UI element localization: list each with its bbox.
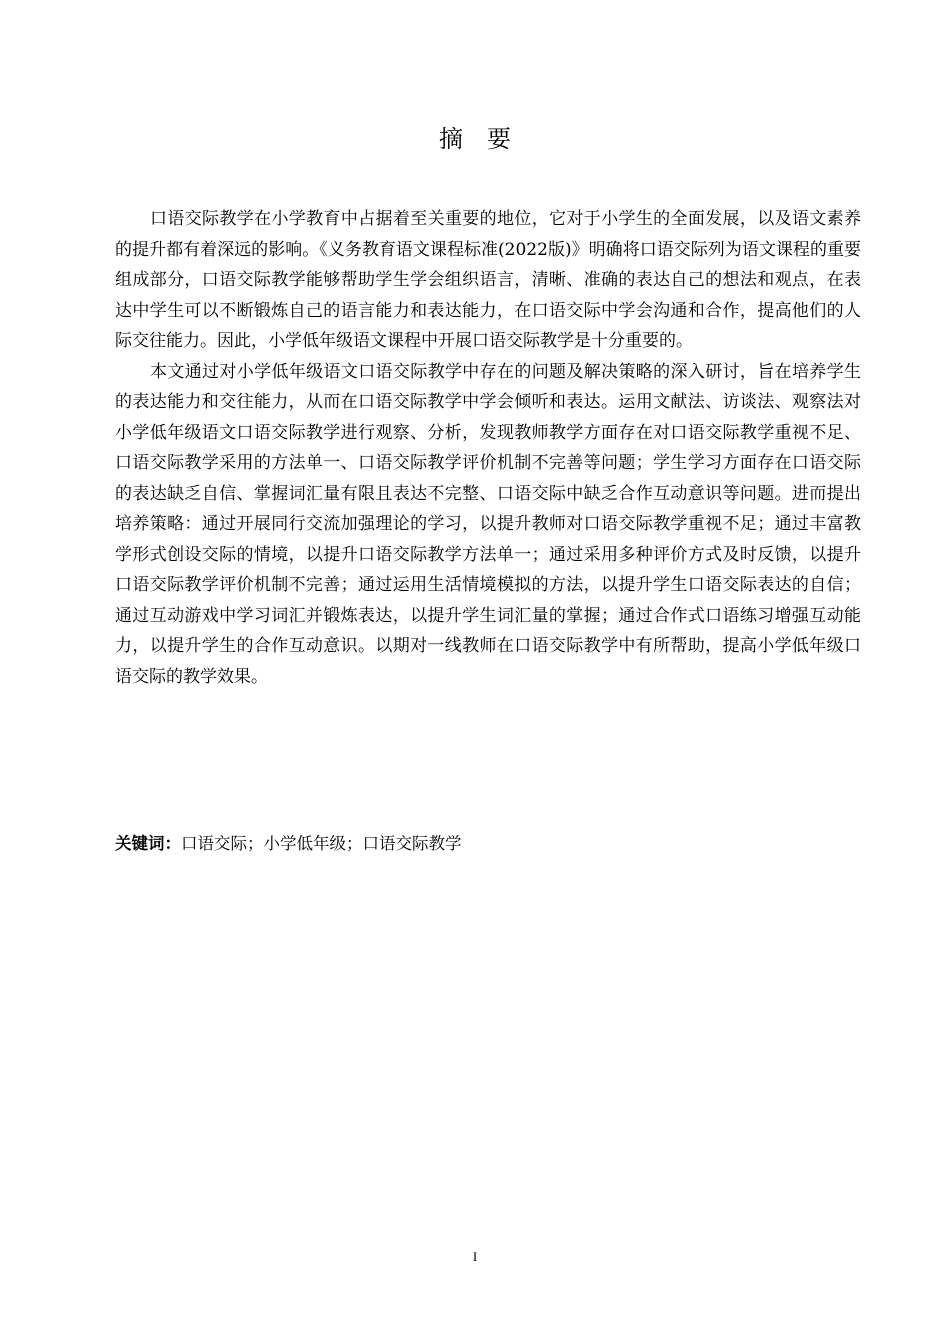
abstract-title: 摘要 bbox=[439, 125, 535, 153]
abstract-paragraph-2: 本文通过对小学低年级语文口语交际教学中存在的问题及解决策略的深入研讨，旨在培养学生的表达能力和交往能力，从而在口语交际教学中学会倾听和表达。运用文献法、访谈法、观察法对小学低年级语文口语交际教学进行观察、分析，发现教师教学方面存在对口语交际教学重视不足、口语交际教学采用的方法单一、口语交际教学评价机制不完善等问题；学生学习方面存在口语交际的表达缺乏自信、掌握词汇量有限且表达不完整、口语交际中缺乏合作互动意识等问题。进而提出培养策略：通过开展同行交流加强理论的学习，以提升教师对口语交际教学重视不足；通过丰富教学形式创设交际的情境，以提升口语交际教学方法单一；通过采用多种评价方式及时反馈，以提升口语交际教学评价机制不完善；通过运用生活情境模拟的方法，以提升学生口语交际表达的自信；通过互动游戏中学习词汇并锻炼表达，以提升学生词汇量的掌握；通过合作式口语练习增强互动能力，以提升学生的合作互动意识。以期对一线教师在口语交际教学中有所帮助，提高小学低年级口语交际的教学效果。 bbox=[115, 361, 861, 687]
keywords-value: 口语交际；小学低年级；口语交际教学 bbox=[181, 834, 462, 853]
abstract-paragraph-1: 口语交际教学在小学教育中占据着至关重要的地位，它对于小学生的全面发展，以及语文素养的提升都有着深远的影响。《义务教育语文课程标准(2022版)》明确将口语交际列为语文课程的重要组成部分，口语交际教学能够帮助学生学会组织语言，清晰、准确的表达自己的想法和观点，在表达中学生可以不断锻炼自己的语言能力和表达能力，在口语交际中学会沟通和合作，提高他们的人际交往能力。因此，小学低年级语文课程中开展口语交际教学是十分重要的。 bbox=[115, 209, 861, 351]
page-number: I bbox=[472, 1249, 478, 1264]
keywords-line bbox=[115, 830, 861, 858]
keywords-label: 关键词： bbox=[115, 834, 181, 853]
abstract-body bbox=[115, 204, 861, 692]
